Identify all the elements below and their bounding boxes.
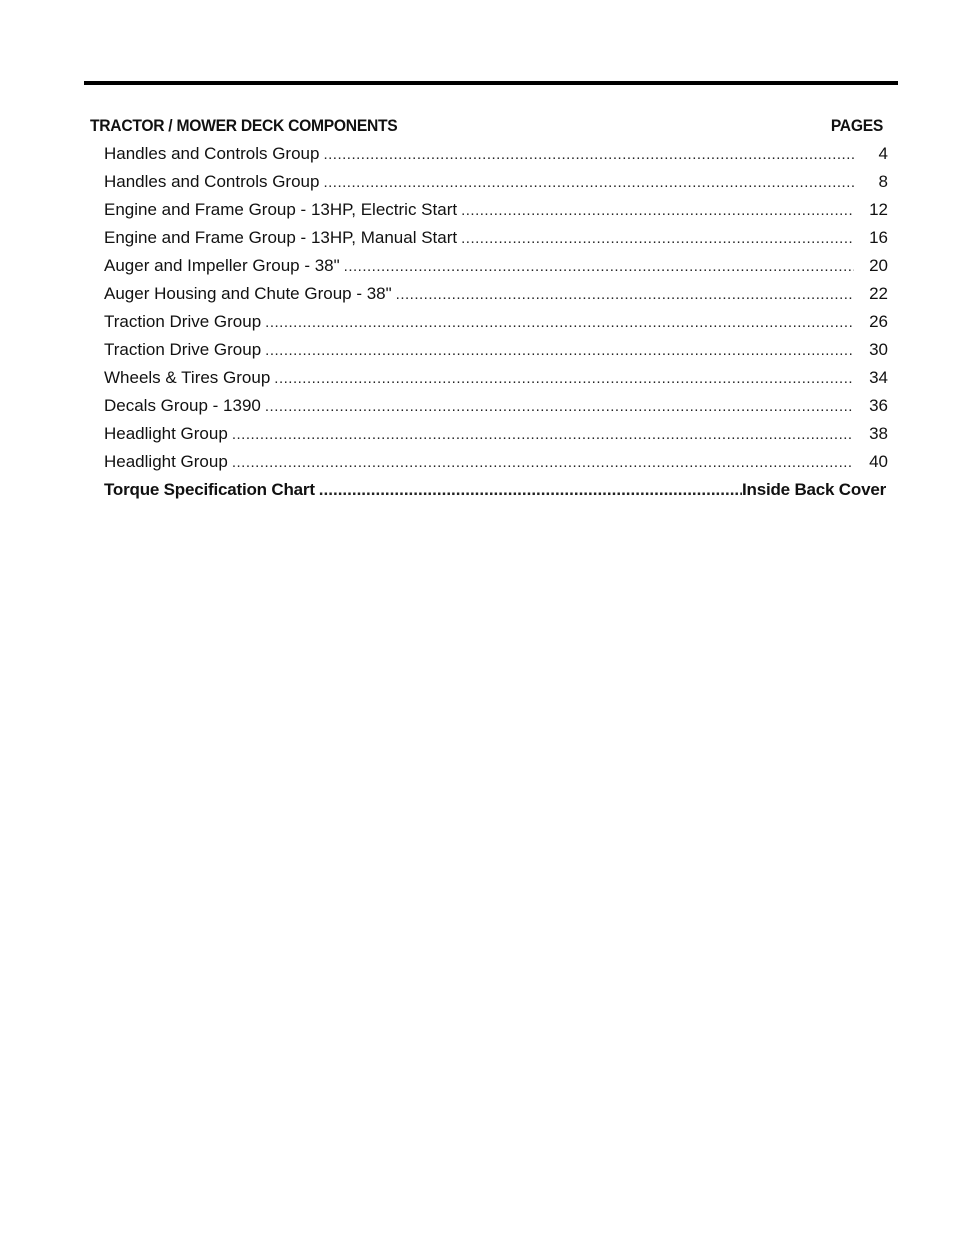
- leader-dots: [232, 421, 854, 449]
- toc-entry-title: Headlight Group: [104, 452, 228, 471]
- toc-entry-title: Headlight Group: [104, 424, 228, 443]
- leader-dots: [323, 141, 854, 169]
- toc-entry-torque-chart[interactable]: [104, 476, 888, 504]
- toc-entry-title: Engine and Frame Group - 13HP, Manual Start: [104, 228, 458, 247]
- leader-dots: [323, 169, 854, 197]
- leader-dots: [461, 225, 854, 253]
- toc-entry[interactable]: [104, 224, 888, 252]
- toc-entry[interactable]: [104, 196, 888, 224]
- leader-dots: [265, 393, 854, 421]
- leader-dots: [344, 253, 854, 281]
- leader-dots: [232, 449, 854, 477]
- toc-entry-page: 12: [869, 200, 888, 219]
- toc-entry-page: 8: [878, 172, 888, 191]
- toc-entry-page: Inside Back Cover: [742, 480, 886, 499]
- toc-entry-page: 16: [869, 228, 888, 247]
- toc-entry-title: Engine and Frame Group - 13HP, Electric Start: [104, 200, 458, 219]
- toc-entry[interactable]: [104, 448, 888, 476]
- leader-dots: [265, 309, 854, 337]
- toc-entry-page: 20: [869, 256, 888, 275]
- toc-entry[interactable]: [104, 252, 888, 280]
- toc-entry-title: Auger and Impeller Group - 38": [104, 256, 340, 275]
- table-of-contents: [104, 140, 888, 504]
- toc-header: [90, 115, 884, 137]
- toc-entry-title: Decals Group - 1390: [104, 396, 261, 415]
- toc-entry-title: Traction Drive Group: [104, 312, 262, 331]
- leader-dots: [461, 197, 854, 225]
- toc-entry-title: Handles and Controls Group: [104, 144, 320, 163]
- toc-entry-title: Traction Drive Group: [104, 340, 262, 359]
- toc-entry[interactable]: [104, 140, 888, 168]
- toc-entry-page: 34: [869, 368, 888, 387]
- toc-entry[interactable]: [104, 420, 888, 448]
- toc-entry-title: Handles and Controls Group: [104, 172, 320, 191]
- toc-entry[interactable]: [104, 308, 888, 336]
- leader-dots: [396, 281, 854, 309]
- leader-dots: [265, 337, 854, 365]
- toc-entry-title: Auger Housing and Chute Group - 38": [104, 284, 392, 303]
- toc-entry-page: 22: [869, 284, 888, 303]
- toc-entry[interactable]: [104, 392, 888, 420]
- leader-dots: [319, 476, 742, 504]
- toc-entry[interactable]: [104, 336, 888, 364]
- toc-entry-page: 38: [869, 424, 888, 443]
- toc-entry-title: Wheels & Tires Group: [104, 368, 271, 387]
- leader-dots: [274, 365, 854, 393]
- toc-entry[interactable]: [104, 364, 888, 392]
- toc-entry-page: 36: [869, 396, 888, 415]
- toc-entry[interactable]: [104, 280, 888, 308]
- toc-entry-page: 30: [869, 340, 888, 359]
- toc-entry-title: Torque Specification Chart: [104, 480, 315, 499]
- toc-entry[interactable]: [104, 168, 888, 196]
- section-title: TRACTOR / MOWER DECK COMPONENTS: [90, 116, 398, 135]
- toc-entry-page: 4: [878, 144, 888, 163]
- toc-entry-page: 40: [869, 452, 888, 471]
- toc-entry-page: 26: [869, 312, 888, 331]
- pages-label: PAGES: [830, 116, 884, 135]
- top-rule: [84, 81, 898, 85]
